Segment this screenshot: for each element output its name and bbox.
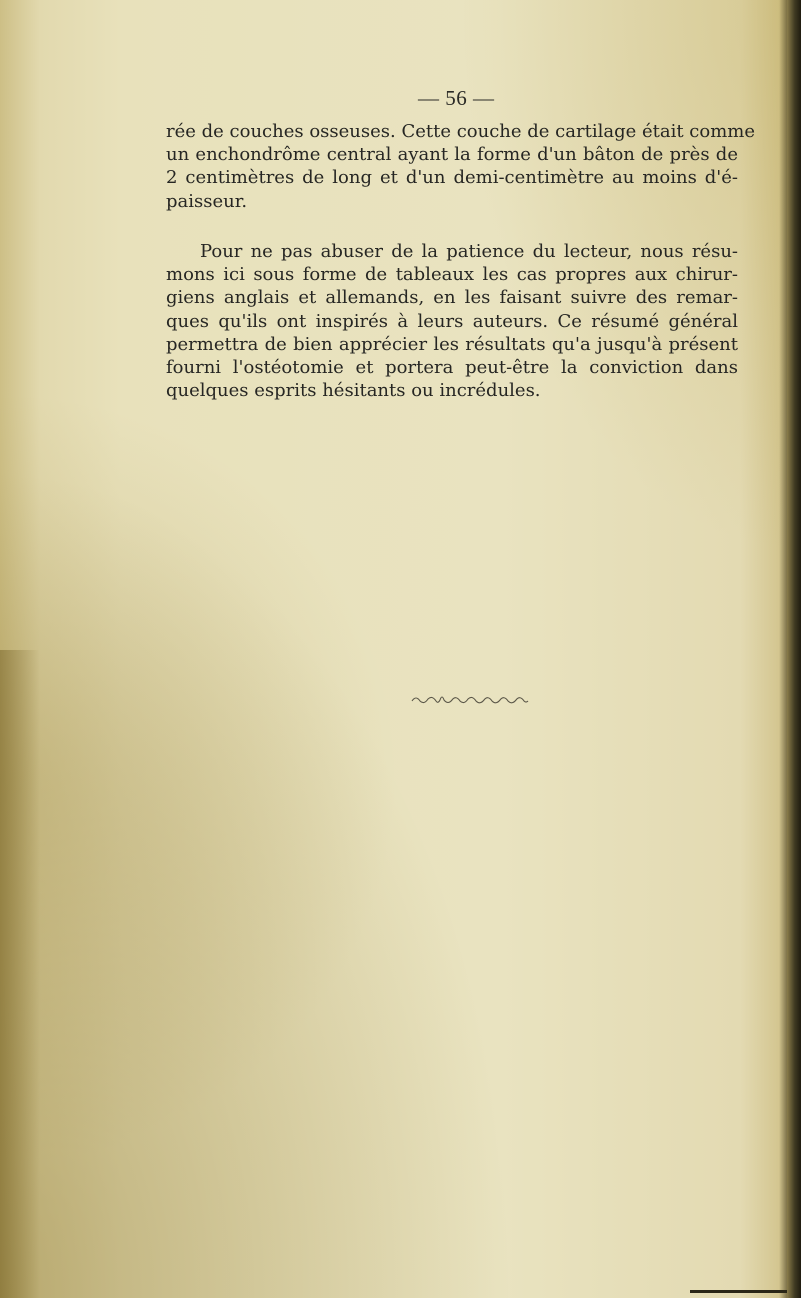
paragraph-1 (166, 120, 755, 213)
edge-rule (690, 1290, 787, 1293)
text-line: rée de couches osseuses. Cette couche de cartilage était comme (166, 121, 755, 142)
page-number: — 56 — (418, 86, 495, 110)
binding-shadow (779, 0, 787, 1298)
text-line: 2 centimètres de long et d'un demi-centimètre au moins d'é- (166, 167, 738, 189)
text-line: giens anglais et allemands, en les faisant suivre des remar- (166, 287, 738, 309)
text-line: paisseur. (166, 190, 248, 212)
text-line: quelques esprits hésitants ou incrédules. (166, 380, 541, 402)
page-edge (787, 0, 801, 1298)
paragraph-2 (166, 240, 738, 402)
wavy-tailpiece-icon (410, 693, 530, 705)
text-line: fourni l'ostéotomie et portera peut-être la conviction dans (166, 357, 738, 379)
text-line: Pour ne pas abuser de la patience du lecteur, nous résu- (200, 241, 738, 262)
text-line: mons ici sous forme de tableaux les cas propres aux chirur- (166, 264, 738, 286)
text-line: permettra de bien apprécier les résultats qu'a jusqu'à présent (166, 333, 738, 355)
text-line: ques qu'ils ont inspirés à leurs auteurs. Ce résumé général (166, 310, 738, 332)
text-line: un enchondrôme central ayant la forme d'un bâton de près de (166, 144, 738, 166)
page-stain (0, 650, 40, 1298)
